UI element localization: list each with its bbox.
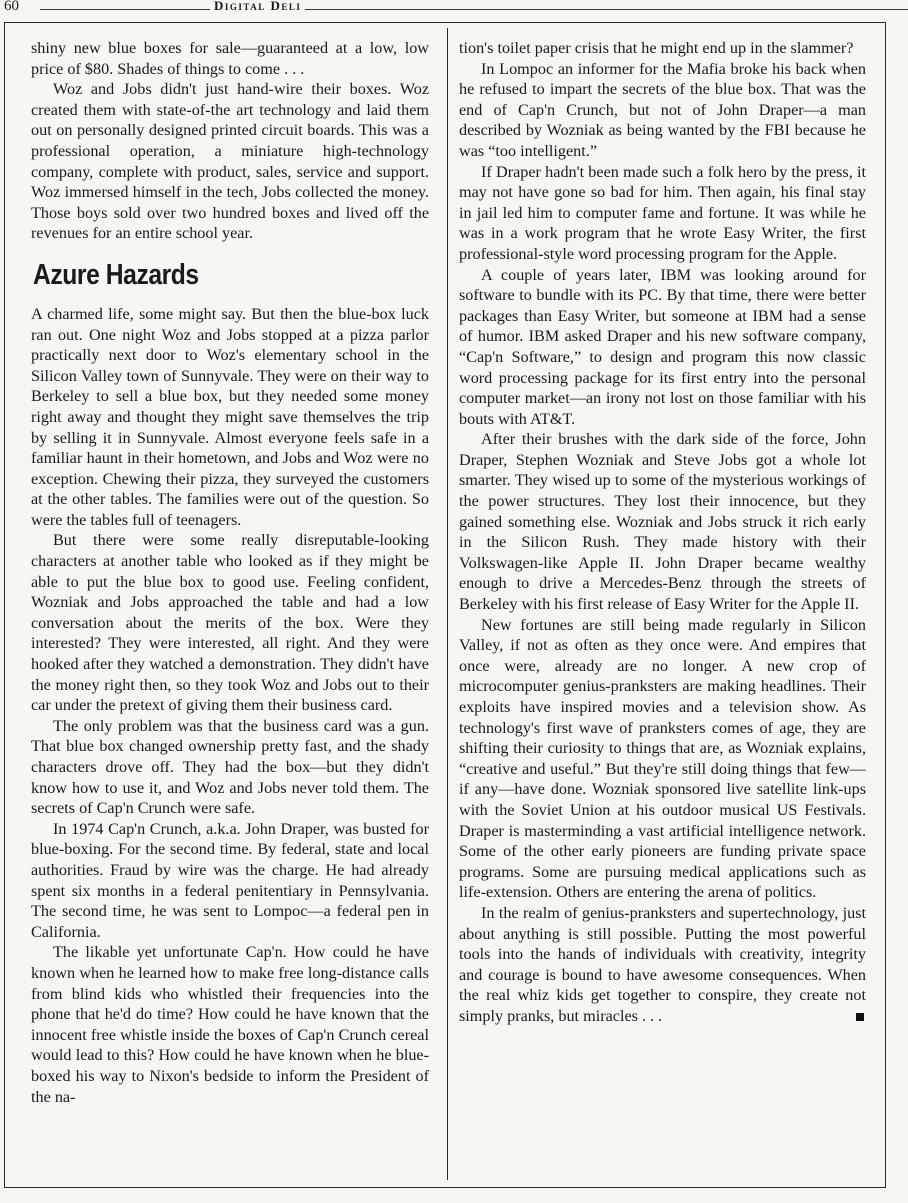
paragraph: Woz and Jobs didn't just hand-wire their boxes. Woz created them with state-of-the art technology and laid them out on personally designed printed circuit boards. This was a professional operation, a miniature high-technology company, complete with product, sales, service and support. Woz immersed himself in the tech, Jobs collected the money. Those boys sold over two hundred boxes and lived off the revenues for an entire school year. <box>31 80 429 243</box>
paragraph: tion's toilet paper crisis that he might end up in the slammer? <box>459 39 854 57</box>
paragraph: The only problem was that the business card was a gun. That blue box changed ownership pretty fast, and the shady characters drove off. They had the box—but they didn't know how to use it, and Woz and Jobs never told them. The secrets of Cap'n Crunch were safe. <box>31 716 429 818</box>
paragraph: If Draper hadn't been made such a folk hero by the press, it may not have gone so bad for him. Then again, his final stay in jail led him to computer fame and fortune. It was while he was in a work program that he wrote Easy Writer, the first professional-style word processing program for the Apple. <box>459 162 866 263</box>
section-heading: Azure Hazards <box>33 258 199 291</box>
paragraph-final <box>459 903 866 1027</box>
header-rule <box>40 9 908 10</box>
paragraph: A charmed life, some might say. But then the blue-box luck ran out. One night Woz and Jobs stopped at a pizza parlor practically next door to Woz's elementary school in the Silicon Valley town of Sunnyvale. They were on their way to Berkeley to sell a blue box, but they needed some money right away and thought they might save themselves the trip by selling it in Sunnyvale. Almost everyone feels safe in a familiar haunt in their hometown, and Jobs and Woz were no exception. Chewing their pizza, they surveyed the customers at the other tables. The families were out of the question. So were the tables full of teenagers. <box>31 304 429 529</box>
paragraph: A couple of years later, IBM was looking around for software to bundle with its PC. By that time, there were better packages than Easy Writer, but someone at IBM had a sense of humor. IBM asked Draper and his new software company, “Cap'n Software,” to design and program this now classic word processing package for its first entry into the personal computer market—an irony not lost on those familiar with his bouts with AT&T. <box>459 265 866 428</box>
column-divider <box>447 28 448 1180</box>
paragraph: The likable yet unfortunate Cap'n. How could he have known when he learned how to make free long-distance calls from blind kids who whistled their frequencies into the phone that he'd do time? How could he have known that the innocent free whistle inside the boxes of Cap'n Crunch cereal would lead to this? How could he have known when he blue-boxed his way to Nixon's bedside to inform the President of the na- <box>31 943 429 1106</box>
paragraph: In Lompoc an informer for the Mafia broke his back when he refused to impart the secrets of the blue box. That was the end of Cap'n Crunch, but not of John Draper—a man described by Wozniak as being wanted by the FBI because he was “too intelligent.” <box>459 59 866 160</box>
running-header <box>0 0 908 14</box>
paragraph: In 1974 Cap'n Crunch, a.k.a. John Draper, was busted for blue-boxing. For the second time. By federal, state and local authorities. Fraud by wire was the charge. He had already spent six months in a federal penitentiary in Pennsylvania. The second time, he was sent to Lompoc—a federal pen in California. <box>31 819 429 941</box>
left-column <box>31 38 429 1107</box>
end-mark-icon <box>856 1013 864 1021</box>
paragraph: New fortunes are still being made regularly in Silicon Valley, if not as often as they once were. And empires that once were, already are no longer. A new crop of microcomputer genius-pranksters are making headlines. Their exploits have inspired movies and a television show. As technology's first wave of pranksters comes of age, they are shifting their curiosity to things that are, as Wozniak explains, “creative and useful.” But they're still doing things that few—if any—have done. Wozniak sponsored live satellite link-ups with the Soviet Union at his outdoor musical US Festivals. Draper is masterminding a vast artificial intelligence network. Some of the other early pioneers are funding private space programs. Some are pursuing medical applications such as life-extension. Others are entering the arena of politics. <box>459 615 866 902</box>
running-head: Digital Deli <box>210 0 305 14</box>
paragraph: But there were some really disreputable-looking characters at another table who looked as if they might be able to put the blue box to good use. Feeling confident, Wozniak and Jobs approached the table and had a low conversation about the merits of the box. Were they interested? They were interested, all right. And they were hooked after they watched a demonstration. They didn't have the money right then, so they took Woz and Jobs out to their car under the pretext of giving them their business card. <box>31 531 429 715</box>
right-column <box>459 38 866 1027</box>
paragraph-text: In the realm of genius-pranksters and supertechnology, just about anything is still possible. Putting the most powerful tools into the hands of individuals with creativity, integrity and courage is bound to have awesome consequences. When the real whiz kids get together to conspire, they create not simply pranks, but miracles . . . <box>459 903 866 1025</box>
paragraph: shiny new blue boxes for sale—guaranteed at a low, low price of $80. Shades of things to come . . . <box>31 39 429 78</box>
paragraph: After their brushes with the dark side of the force, John Draper, Stephen Wozniak and Steve Jobs got a whole lot smarter. They wised up to some of the mysterious workings of the power structures. They lost their innocence, but they gained something else. Wozniak and Jobs struck it rich early in the Silicon Rush. They made history with their Volkswagen-like Apple II. John Draper became wealthy enough to drive a Mercedes-Benz through the streets of Berkeley with his first release of Easy Writer for the Apple II. <box>459 430 866 614</box>
page-number: 60 <box>4 0 19 14</box>
